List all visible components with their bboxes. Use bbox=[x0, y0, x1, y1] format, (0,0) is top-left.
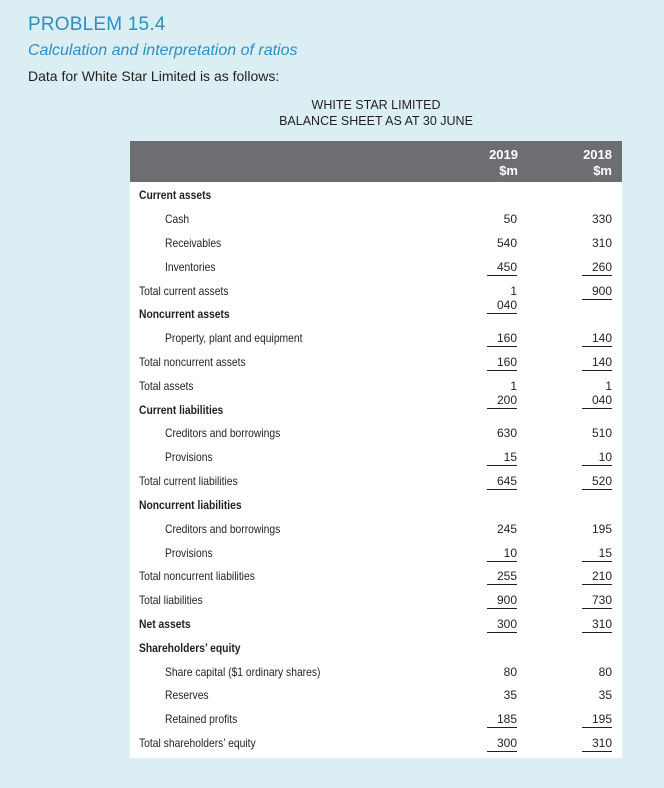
value-2018: 80 bbox=[598, 665, 612, 679]
row-label: Total shareholders’ equity bbox=[139, 736, 256, 750]
value-2018: 1 040 bbox=[582, 379, 612, 409]
column-year: 2019 bbox=[489, 147, 518, 162]
row-label: Shareholders’ equity bbox=[139, 641, 241, 655]
value-2019: 255 bbox=[487, 569, 517, 585]
value-2019: 35 bbox=[503, 688, 517, 702]
table-row bbox=[130, 351, 622, 375]
value-2018: 310 bbox=[582, 736, 612, 752]
intro-text: Data for White Star Limited is as follows: bbox=[28, 68, 280, 84]
problem-title: PROBLEM 15.4 bbox=[28, 14, 166, 35]
value-2019: 1 200 bbox=[487, 379, 517, 409]
table-row bbox=[130, 232, 622, 256]
value-2018: 310 bbox=[591, 236, 612, 250]
row-label: Noncurrent assets bbox=[139, 307, 230, 321]
value-2018: 10 bbox=[582, 450, 612, 466]
value-2018: 140 bbox=[582, 331, 612, 347]
row-label: Creditors and borrowings bbox=[165, 522, 281, 536]
value-2018 bbox=[582, 498, 612, 499]
table-row bbox=[130, 518, 622, 542]
value-2019: 50 bbox=[503, 212, 517, 226]
value-2018 bbox=[582, 403, 612, 404]
row-label: Property, plant and equipment bbox=[165, 331, 303, 345]
column-unit: $m bbox=[593, 163, 612, 178]
value-2019: 15 bbox=[487, 450, 517, 466]
table-row bbox=[130, 613, 622, 637]
value-2018 bbox=[582, 188, 612, 189]
value-2018: 310 bbox=[582, 617, 612, 633]
table-row bbox=[130, 256, 622, 280]
row-label: Total liabilities bbox=[139, 593, 203, 607]
table-row bbox=[130, 589, 622, 613]
row-label: Net assets bbox=[139, 617, 191, 631]
value-2018 bbox=[582, 641, 612, 642]
value-2018: 730 bbox=[582, 593, 612, 609]
table-row bbox=[130, 375, 622, 407]
table-row bbox=[130, 399, 622, 423]
row-label: Receivables bbox=[165, 236, 222, 250]
value-2019: 300 bbox=[487, 736, 517, 752]
row-label: Total assets bbox=[139, 379, 194, 393]
table-row bbox=[130, 208, 622, 232]
value-2019: 80 bbox=[503, 665, 517, 679]
row-label: Current assets bbox=[139, 188, 212, 202]
table-row bbox=[130, 565, 622, 589]
column-unit: $m bbox=[499, 163, 518, 178]
value-2019: 900 bbox=[487, 593, 517, 609]
table-row bbox=[130, 422, 622, 446]
value-2018: 520 bbox=[582, 474, 612, 490]
row-label: Provisions bbox=[165, 546, 213, 560]
row-label: Creditors and borrowings bbox=[165, 426, 281, 440]
value-2018: 195 bbox=[591, 522, 612, 536]
value-2019 bbox=[487, 403, 517, 404]
value-2018: 35 bbox=[598, 688, 612, 702]
table-row bbox=[130, 470, 622, 494]
value-2019 bbox=[487, 498, 517, 499]
value-2019 bbox=[487, 641, 517, 642]
row-label: Inventories bbox=[165, 260, 216, 274]
value-2019: 645 bbox=[487, 474, 517, 490]
table-row bbox=[130, 494, 622, 518]
value-2019: 300 bbox=[487, 617, 517, 633]
row-label: Total noncurrent liabilities bbox=[139, 569, 255, 583]
table-row bbox=[130, 542, 622, 566]
value-2018: 510 bbox=[591, 426, 612, 440]
value-2019: 185 bbox=[487, 712, 517, 728]
company-name: WHITE STAR LIMITED bbox=[311, 98, 441, 112]
value-2019: 450 bbox=[487, 260, 517, 276]
value-2019: 10 bbox=[487, 546, 517, 562]
value-2019 bbox=[487, 307, 517, 308]
value-2018: 210 bbox=[582, 569, 612, 585]
column-year: 2018 bbox=[583, 147, 612, 162]
value-2018: 140 bbox=[582, 355, 612, 371]
value-2019: 160 bbox=[487, 331, 517, 347]
value-2019 bbox=[487, 188, 517, 189]
table-row bbox=[130, 184, 622, 208]
table-row bbox=[130, 708, 622, 732]
table-row bbox=[130, 280, 622, 312]
balance-sheet-table bbox=[130, 141, 622, 758]
table-row bbox=[130, 661, 622, 685]
column-header-2019 bbox=[489, 147, 518, 179]
statement-title: BALANCE SHEET AS AT 30 JUNE bbox=[279, 114, 473, 128]
value-2018: 260 bbox=[582, 260, 612, 276]
row-label: Total noncurrent assets bbox=[139, 355, 246, 369]
table-header bbox=[130, 141, 622, 182]
row-label: Retained profits bbox=[165, 712, 238, 726]
value-2019: 245 bbox=[496, 522, 517, 536]
value-2019: 160 bbox=[487, 355, 517, 371]
row-label: Current liabilities bbox=[139, 403, 224, 417]
row-label: Total current liabilities bbox=[139, 474, 238, 488]
value-2018: 330 bbox=[591, 212, 612, 226]
row-label: Total current assets bbox=[139, 284, 229, 298]
table-row bbox=[130, 637, 622, 661]
row-label: Cash bbox=[165, 212, 190, 226]
row-label: Reserves bbox=[165, 688, 209, 702]
problem-subtitle: Calculation and interpretation of ratios bbox=[28, 42, 298, 59]
row-label: Noncurrent liabilities bbox=[139, 498, 242, 512]
value-2019: 540 bbox=[496, 236, 517, 250]
row-label: Provisions bbox=[165, 450, 213, 464]
row-label: Share capital ($1 ordinary shares) bbox=[165, 665, 321, 679]
value-2019: 630 bbox=[496, 426, 517, 440]
table-row bbox=[130, 303, 622, 327]
value-2018 bbox=[582, 307, 612, 308]
value-2019: 1 040 bbox=[487, 284, 517, 314]
table-row bbox=[130, 684, 622, 708]
value-2018: 900 bbox=[582, 284, 612, 300]
table-row bbox=[130, 327, 622, 351]
column-header-2018 bbox=[583, 147, 612, 179]
table-row bbox=[130, 446, 622, 470]
table-row bbox=[130, 732, 622, 756]
value-2018: 195 bbox=[582, 712, 612, 728]
value-2018: 15 bbox=[582, 546, 612, 562]
